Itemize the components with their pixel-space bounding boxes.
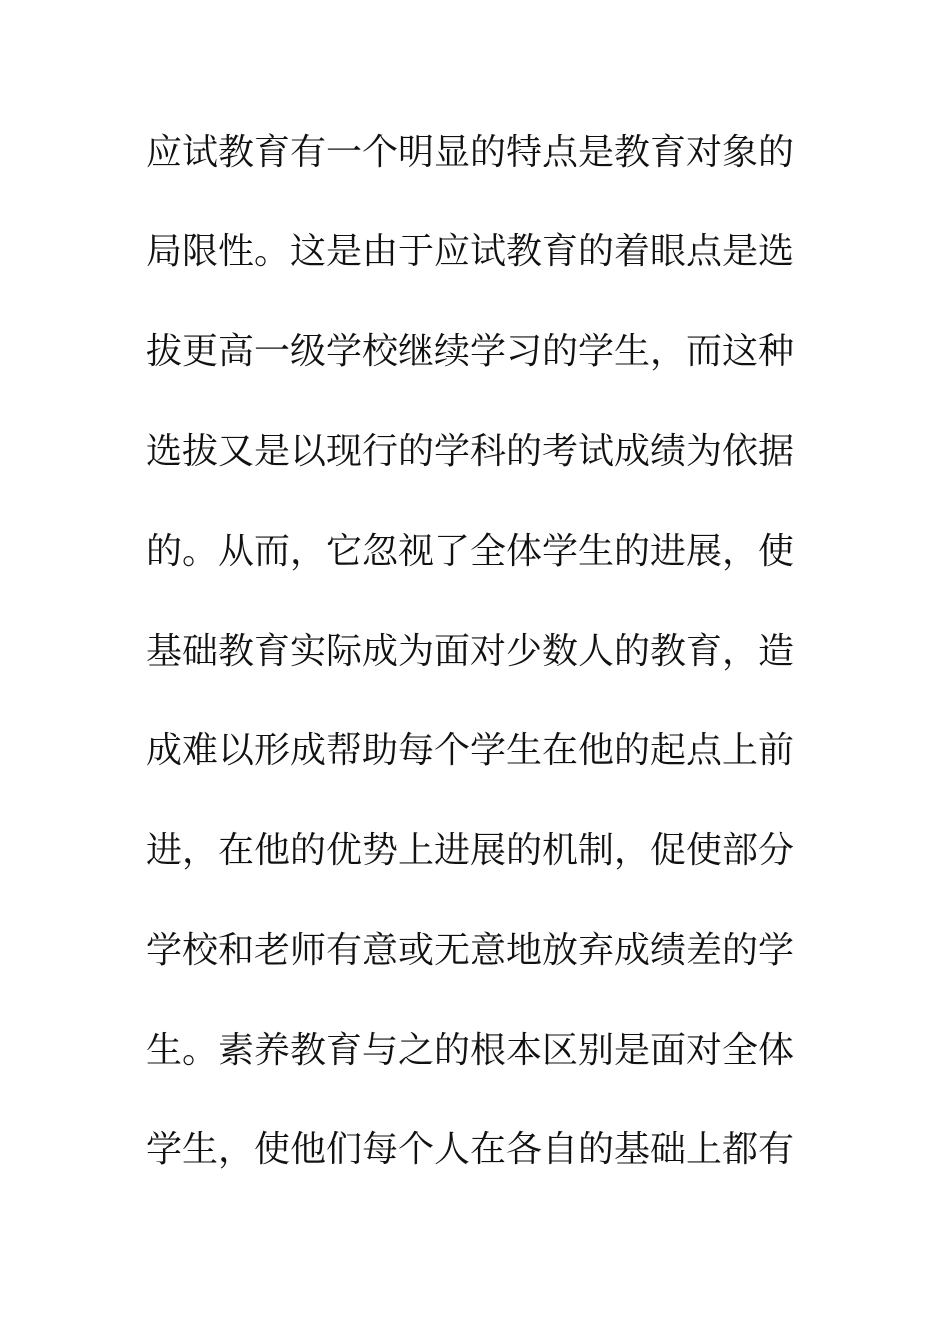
text-line-6: 基础教育实际成为面对少数人的教育，造 <box>146 631 795 672</box>
text-line-9: 学校和老师有意或无意地放弃成绩差的学 <box>146 930 795 971</box>
text-line-7: 成难以形成帮助每个学生在他的起点上前 <box>146 730 795 771</box>
text-line-11: 学生，使他们每个人在各自的基础上都有 <box>146 1129 795 1170</box>
text-line-1: 应试教育有一个明显的特点是教育对象的 <box>146 132 795 173</box>
text-line-8: 进，在他的优势上进展的机制，促使部分 <box>146 830 795 871</box>
text-line-5: 的。从而，它忽视了全体学生的进展，使 <box>146 531 795 572</box>
text-line-10: 生。素养教育与之的根本区别是面对全体 <box>146 1030 795 1071</box>
text-line-3: 拔更高一级学校继续学习的学生，而这种 <box>146 331 795 372</box>
text-line-2: 局限性。这是由于应试教育的着眼点是选 <box>146 231 795 272</box>
text-line-4: 选拔又是以现行的学科的考试成绩为依据 <box>146 431 795 472</box>
